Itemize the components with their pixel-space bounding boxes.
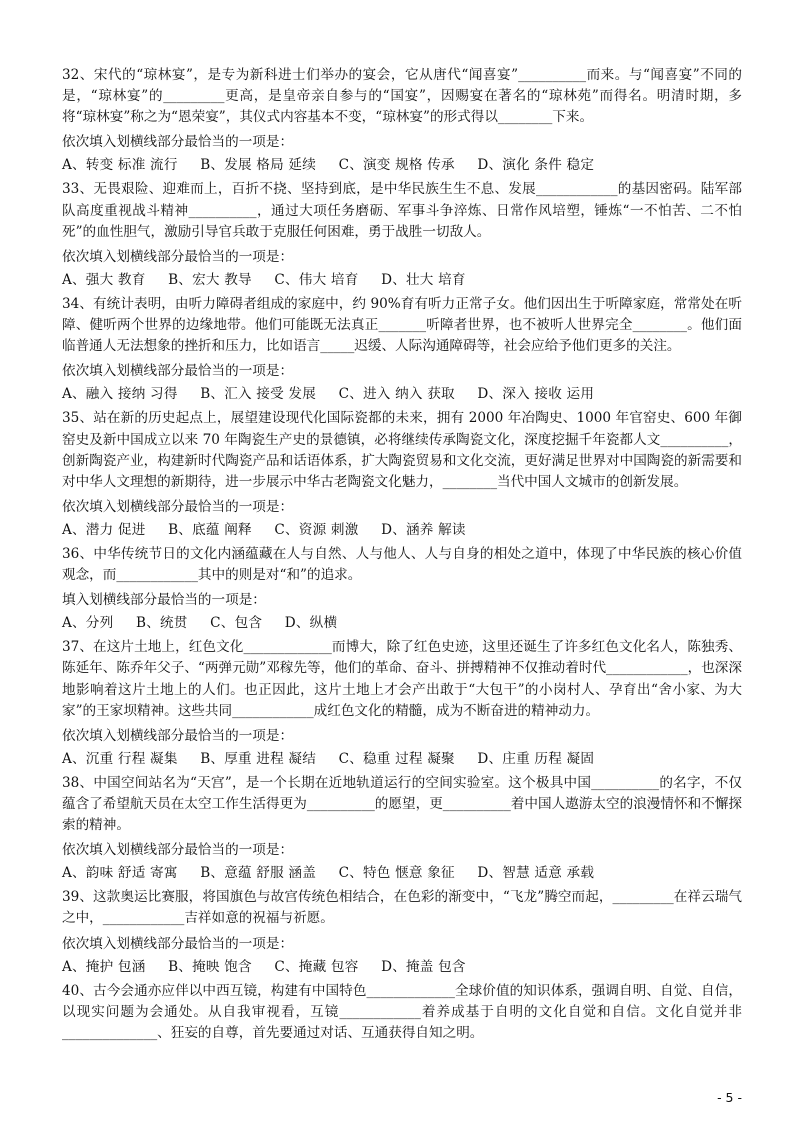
answer-options: A、掩护 包涵 B、掩映 饱含 C、掩藏 包容 D、掩盖 包含 [62, 958, 466, 975]
question-prompt: 填入划横线部分最恰当的一项是： [62, 592, 266, 609]
question-38 [62, 773, 742, 884]
question-text: 40、古今会通亦应伴以中西互镜，构建有中国特色_____________全球价值的知识体系，强调自明、自觉、自信，以现实问题为会通处。从自我审视看，互镜____________着养成基于自明的文化自觉和自信。文化自觉并非______________、狂妄的自尊，首先要通过对话、互通获得自知之明。 [62, 982, 742, 1041]
page-number: - 5 - [717, 1090, 742, 1105]
question-prompt: 依次填入划横线部分最恰当的一项是： [62, 727, 294, 744]
question-35 [62, 408, 742, 541]
question-prompt: 依次填入划横线部分最恰当的一项是： [62, 134, 294, 151]
question-text: 37、在这片土地上，红色文化_____________而博大，除了红色史迹，这里还诞生了许多红色文化名人，陈独秀、陈延年、陈乔年父子、“两弹元勋”邓稼先等，他们的革命、奋斗、拼搏精神不仅推动着时代____________，也深深地影响着这片土地上的人们。也正因此，这片土地上才会产出敢于“大包干”的小岗村人、孕育出“舍小家、为大家”的王家坝精神。这些共同____________成红色文化的精髓，成为不断奋进的精神动力。 [62, 639, 742, 719]
question-prompt: 依次填入划横线部分最恰当的一项是： [62, 842, 294, 859]
question-34 [62, 294, 742, 405]
question-text: 38、中国空间站名为“天宫”，是一个长期在近地轨道运行的空间实验室。这个极具中国__________的名字，不仅蕴含了希望航天员在太空工作生活得更为__________的愿望，更__________着中国人遨游太空的浪漫情怀和不懈探索的精神。 [62, 774, 742, 834]
question-39 [62, 887, 742, 977]
question-text: 33、无畏艰险、迎难而上，百折不挠、坚持到底，是中华民族生生不息、发展____________的基因密码。陆军部队高度重视战斗精神__________，通过大项任务磨砺、军事斗争淬炼、日常作风培塑，锤炼“一不怕苦、二不怕死”的血性胆气，激励引导官兵敢于克服任何困难，勇于战胜一切敌人。 [62, 181, 742, 240]
answer-options: A、韵味 舒适 寄寓 B、意蕴 舒服 涵盖 C、特色 惬意 象征 D、智慧 适意 承载 [62, 865, 595, 882]
question-32 [62, 65, 742, 176]
answer-options: A、分列 B、统贯 C、包含 D、纵横 [62, 615, 338, 632]
question-33 [62, 179, 742, 290]
answer-options: A、潜力 促进 B、底蕴 阐释 C、资源 刺激 D、涵养 解读 [62, 521, 466, 538]
question-prompt: 依次填入划横线部分最恰当的一项是： [62, 248, 294, 265]
question-prompt: 依次填入划横线部分最恰当的一项是： [62, 935, 294, 952]
answer-options: A、转变 标准 流行 B、发展 格局 延续 C、演变 规格 传承 D、演化 条件 稳定 [62, 157, 595, 174]
question-prompt: 依次填入划横线部分最恰当的一项是： [62, 363, 294, 380]
question-text: 34、有统计表明，由听力障碍者组成的家庭中，约 90%育有听力正常子女。他们因出生于听障家庭，常常处在听障、健听两个世界的边缘地带。他们可能既无法真正_______听障者世界，也不被听人世界完全________。他们面临普通人无法想象的挫折和压力，比如语言_____迟缓、人际沟通障碍等，社会应给予他们更多的关注。 [62, 295, 742, 355]
question-text: 36、中华传统节日的文化内涵蕴藏在人与自然、人与他人、人与自身的相处之道中，体现了中华民族的核心价值观念，而____________其中的则是对“和”的追求。 [62, 545, 742, 584]
answer-options: A、强大 教育 B、宏大 教导 C、伟大 培育 D、壮大 培育 [62, 271, 466, 288]
question-text: 32、宋代的“琼林宴”，是专为新科进士们举办的宴会，它从唐代“闻喜宴”__________而来。与“闻喜宴”不同的是，“琼林宴”的_________更高，是皇帝亲自参与的“国宴”，因赐宴在著名的“琼林苑”而得名。明清时期，多将“琼林宴”称之为“恩荣宴”，其仪式内容基本不变，“琼林宴”的形式得以________下来。 [62, 67, 742, 126]
question-37 [62, 637, 742, 770]
question-text: 35、站在新的历史起点上，展望建设现代化国际瓷都的未来，拥有 2000 年冶陶史、1000 年官窑史、600 年御窑史及新中国成立以来 70 年陶瓷生产史的景德镇，必将继续传承陶瓷文化，深度挖掘千年瓷都人文__________，创新陶瓷产业，构建新时代陶瓷产品和话语体系，扩大陶瓷贸易和文化交流，更好满足世界对中国陶瓷的新需要和对中华人文理想的新期待，进一步展示中华古老陶瓷文化魅力，________当代中国人文城市的创新发展。 [62, 410, 742, 490]
question-36 [62, 544, 742, 634]
answer-options: A、融入 接纳 习得 B、汇入 接受 发展 C、进入 纳入 获取 D、深入 接收 运用 [62, 386, 595, 403]
question-list [62, 62, 742, 1044]
question-text: 39、这款奥运比赛服，将国旗色与故宫传统色相结合，在色彩的渐变中，“飞龙”腾空而起，_________在祥云瑞气之中，____________吉祥如意的祝福与祈愿。 [62, 889, 742, 927]
answer-options: A、沉重 行程 凝集 B、厚重 进程 凝结 C、稳重 过程 凝聚 D、庄重 历程 凝固 [62, 750, 595, 767]
question-prompt: 依次填入划横线部分最恰当的一项是： [62, 498, 294, 515]
question-40 [62, 981, 742, 1044]
